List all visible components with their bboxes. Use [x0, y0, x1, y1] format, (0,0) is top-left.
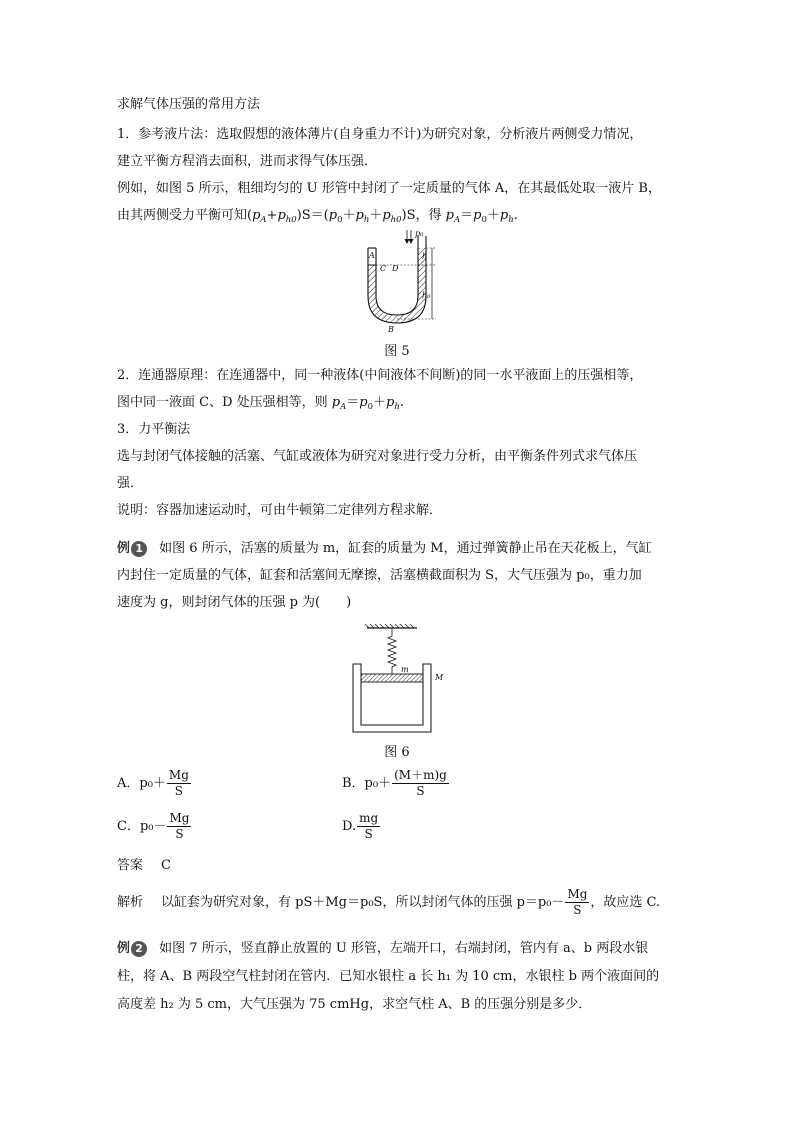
label-h: h — [422, 252, 428, 261]
mercury-column — [368, 248, 426, 323]
figure6-cylinder — [345, 624, 450, 736]
label-h0: h₀ — [422, 291, 431, 300]
method1-line2: 建立平衡方程消去面积，进而求得气体压强． — [117, 154, 378, 169]
method2-line1: 2．连通器原理：在连通器中，同一种液体(中间液体不间断)的同一水平液面上的压强相等， — [117, 368, 643, 383]
method2-line2: 图中同一液面 C、D 处压强相等，则 $p_A=p_0+p_h$. — [117, 395, 404, 412]
method3-line1: 选与封闭气体接触的活塞、气缸或液体为研究对象进行受力分析，由平衡条件列式求气体压 — [117, 449, 638, 464]
answer-line: 答案 C — [117, 858, 171, 873]
example-number: 1 — [131, 541, 147, 557]
label-D: D — [392, 264, 399, 273]
label-A: A — [369, 251, 375, 260]
example2-line3: 高度差 h₂ 为 5 cm，大气压强为 75 cmHg，求空气柱 A、B 的压强分别是多少． — [117, 997, 592, 1012]
example1-line2: 内封住一定质量的气体，缸套和活塞间无摩擦，活塞横截面积为 S，大气压强为 p₀，重力加 — [117, 568, 642, 583]
method3-title: 3．力平衡法 — [117, 422, 191, 437]
example-badge: 例 — [117, 941, 131, 956]
option-C[interactable]: C．p₀－ $\frac{Mg}{S}$ — [117, 811, 190, 841]
option-B[interactable]: B．p₀＋ $\frac{(M+m)g}{S}$ — [342, 768, 447, 798]
example2-line1: 例 2 如图 7 所示，竖直静止放置的 U 形管，左端开口，右端封闭，管内有 a、b 两段水银 — [117, 941, 649, 956]
label-M: M — [435, 673, 444, 682]
spring — [388, 628, 396, 674]
analysis-line: 解析 以缸套为研究对象，有 pS＋Mg＝p₀S，所以封闭气体的压强 p＝p₀－ $\frac{Mg}{S}$ ，故应选 C. — [117, 887, 661, 917]
label-B: B — [388, 325, 394, 334]
method3-line2: 强． — [117, 476, 144, 491]
method1-line1: 1．参考液片法：选取假想的液体薄片(自身重力不计)为研究对象，分析液片两侧受力情况， — [117, 127, 643, 142]
method1-line4: 由其两侧受力平衡可知$(p_A+p_{h0})S=(p_0+p_h+p_{h0})S$，得 $p_A=p_0+p_h$. — [117, 208, 518, 225]
figure6-caption: 图 6 — [384, 745, 410, 760]
option-D[interactable]: D. $\frac{mg}{S}$ — [342, 811, 379, 841]
example1-line3: 速度为 g，则封闭气体的压强 p 为( ) — [117, 595, 352, 610]
section-heading: 求解气体压强的常用方法 — [117, 97, 261, 112]
piston — [361, 674, 423, 682]
label-C: C — [380, 264, 387, 273]
figure5-caption: 图 5 — [384, 344, 410, 359]
example1-line1: 例 1 如图 6 所示，活塞的质量为 m，缸套的质量为 M，通过弹簧静止吊在天花板上，气缸 — [117, 541, 652, 556]
figure5-u-tube — [360, 228, 450, 334]
method1-line3: 例如，如图 5 所示，粗细均匀的 U 形管中封闭了一定质量的气体 A，在其最低处取一液片 B， — [117, 181, 661, 196]
label-m: m — [401, 665, 409, 674]
option-A[interactable]: A．p₀＋ $\frac{Mg}{S}$ — [117, 768, 189, 798]
example2-line2: 柱，将 A、B 两段空气柱封闭在管内．已知水银柱 a 长 h₁ 为 10 cm，水银柱 b 两个液面间的 — [117, 969, 660, 984]
label-p0: p₀ — [415, 229, 424, 238]
example-number: 2 — [131, 941, 147, 957]
note-line: 说明：容器加速运动时，可由牛顿第二定律列方程求解． — [117, 503, 443, 518]
tube-inner-wall — [376, 236, 418, 315]
example-badge: 例 — [117, 541, 131, 556]
